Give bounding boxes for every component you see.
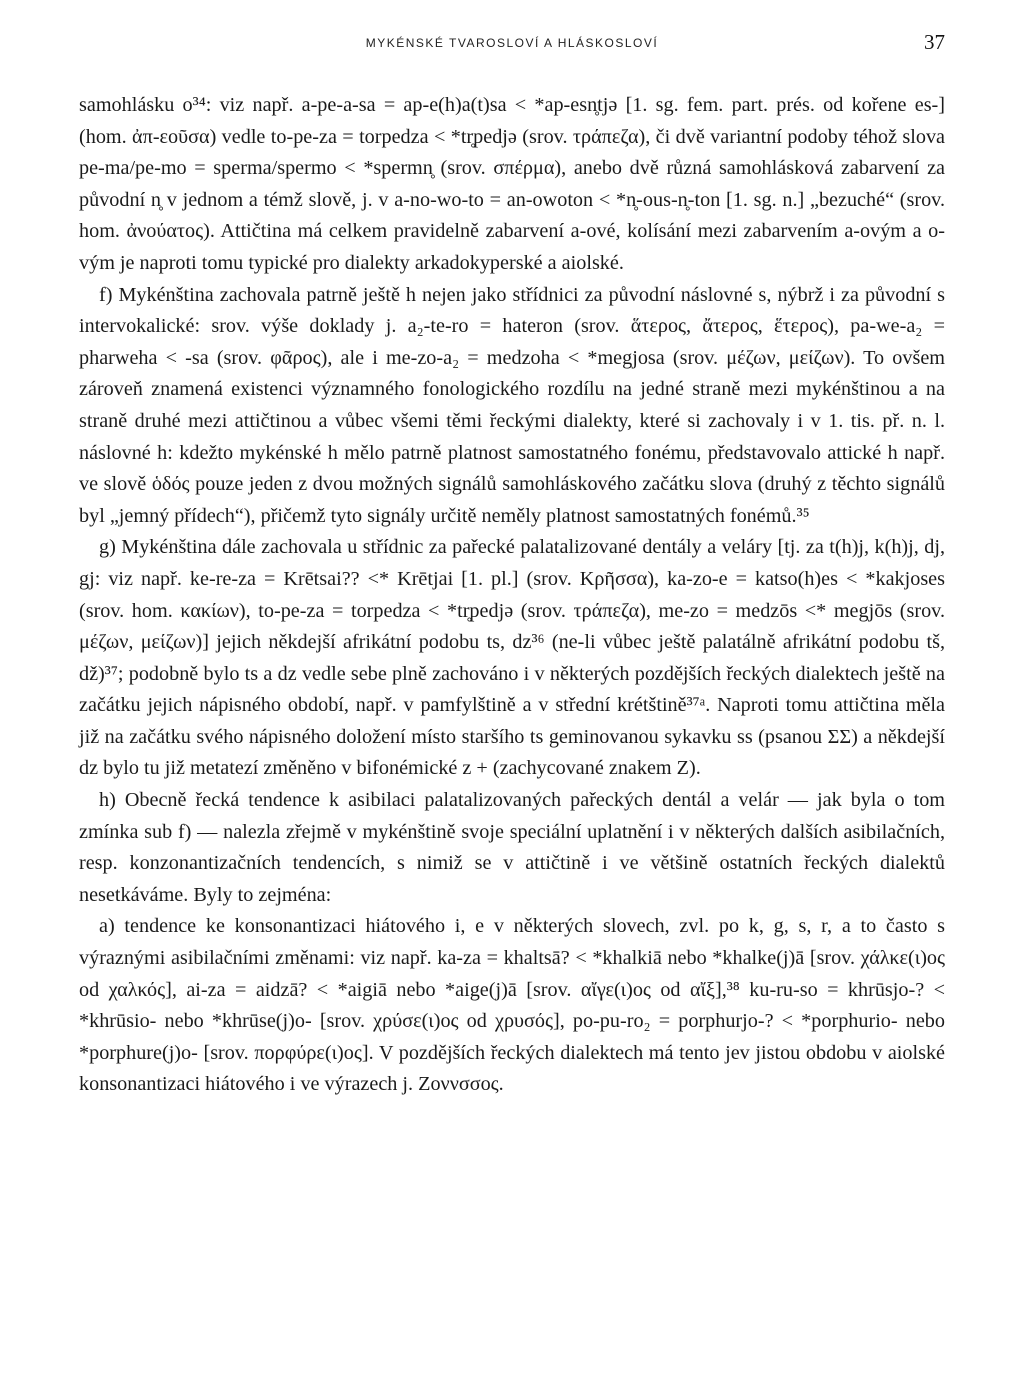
- document-page: [79, 28, 945, 1378]
- paragraph-f-aspiration: f) Mykénština zachovala patrně ještě h nejen jako střídnici za původní náslovné s, nýbrž i za původní s intervokalické: srov. výše doklady j. a₂-te-ro = hateron (srov. ἅτερος, ἄτερος, ἕτερος), pa-we-a₂ = pharweha < -sa (srov. φᾶρος), ale i me-zo-a₂ = medzoha < *megjosa (srov. μέζων, μείζων). To ovšem zároveň znamená existenci významného fonologického rozdílu na jedné straně mezi mykénštinou a na straně druhé mezi attičtinou a vůbec všemi těmi řeckými dialekty, které si zachovaly i v 1. tis. př. n. l. náslovné h: kdežto mykénské h mělo patrně platnost samostatného fonému, představovalo attické h např. ve slově ὁδός pouze jeden z dvou možných signálů samohláskového začátku slova (druhý z těchto signálů byl „jemný přídech“), přičemž tyto signály určitě neměly platnost samostatných fonémů.³⁵: [79, 283, 945, 527]
- paragraph-vowel-coloring: samohlásku o³⁴: viz např. a-pe-a-sa = ap-e(h)a(t)sa < *ap-esn̥tjə [1. sg. fem. part. prés. od kořene es-] (hom. ἀπ-εοῦσα) vedle to-pe-za = torpedza < *tr̥pedjə (srov. τράπεζα), či dvě variantní podoby téhož slova pe-ma/pe-mo = sperma/spermo < *spermn̥ (srov. σπέρμα), anebo dvě různá samohlásková zabarvení za původní n̥ v jednom a témž slově, j. v a-no-wo-to = an-owoton < *n̥-ous-n̥-ton [1. sg. n.] „bezuché“ (srov. hom. ἀνούατος). Attičtina má celkem pravidelně zabarvení a-ové, kolísání mezi zabarvením a-ovým a o-vým je naproti tomu typické pro dialekty arkadokyperské a aiolské.: [79, 94, 945, 274]
- page-number: 37: [924, 30, 945, 54]
- running-head: MYKÉNSKÉ TVAROSLOVÍ A HLÁSKOSLOVÍ: [365, 36, 659, 50]
- paragraph-g-affricates: g) Mykénština dále zachovala u střídnic za pařecké palatalizované dentály a veláry [tj. za t(h)j, k(h)j, dj, gj: viz např. ke-re-za = Krētsai?? <* Krētjai [1. pl.] (srov. Κρῆσσα), ka-zo-e = katso(h)es < *kakjoses (srov. hom. κακίων), to-pe-za = torpedza < *tr̥pedjə (srov. τράπεζα), me-zo = medzōs <* megjōs (srov. μέζων, μείζων)] jejich někdejší afrikátní podobu ts, dz³⁶ (ne-li vůbec ještě palatálně afrikátní podobu tš, dž)³⁷; podobně bylo ts a dz vedle sebe plně zachováno i v některých pozdějších řeckých dialektech ještě na začátku jejich nápisného období, např. v pamfylštině a v střední krétštině³⁷ᵃ. Naproti tomu attičtina měla již na začátku svého nápisného doložení místo staršího ts geminovanou sykavku ss (psanou ΣΣ) a někdejší dz bylo tu již metatezí změněno v bifonémické z + (zachycované znakem Z).: [79, 536, 945, 780]
- page-header: [79, 28, 945, 68]
- paragraph-a-consonantization: a) tendence ke konsonantizaci hiátového i, e v některých slovech, zvl. po k, g, s, r, a to často s výraznými asibilačními změnami: viz např. ka-za = khaltsā? < *khalkiā nebo *khalke(j)ā [srov. χάλκε(ι)ος od χαλκός], ai-za = aidzā? < *aigiā nebo *aige(j)ā [srov. αἴγε(ι)ος od αἴξ],³⁸ ku-ru-so = khrūsjo-? < *khrūsio- nebo *khrūse(j)o- [srov. χρύσε(ι)ος od χρυσός], po-pu-ro₂ = porphurjo-? < *porphurio- nebo *porphure(j)o- [srov. πορφύρε(ι)ος]. V pozdějších řeckých dialektech má tento jev jistou obdobu v aiolské konsonantizaci hiátového i ve výrazech j. Ζοννσσος.: [79, 915, 945, 1096]
- body-text: [79, 90, 945, 1101]
- paragraph-h-asibilation: h) Obecně řecká tendence k asibilaci palatalizovaných pařeckých dentál a velár — jak byla o tom zmínka sub f) — nalezla zřejmě v mykénštině svoje speciální uplatnění i v některých dalších asibilačních, resp. konzonantizačních tendencích, s nimiž se v attičtině i ve většině ostatních řeckých dialektů nesetkáváme. Byly to zejména:: [79, 789, 945, 906]
